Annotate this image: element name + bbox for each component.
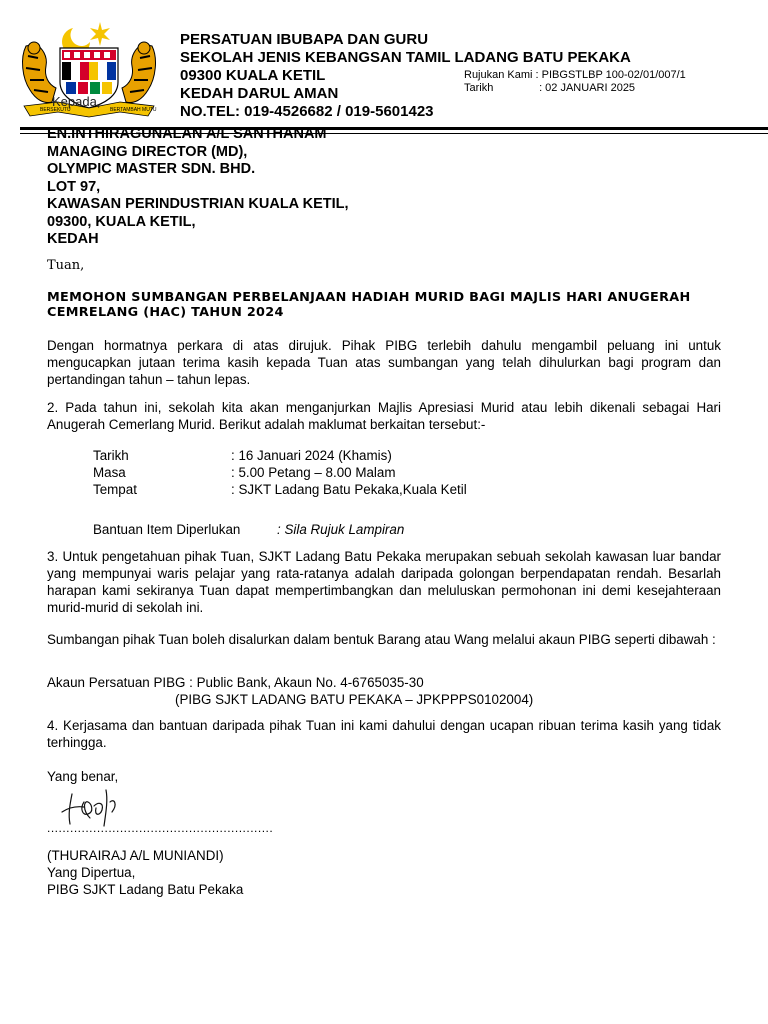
closing-phrase: Yang benar, <box>47 769 119 784</box>
signatory-organization: PIBG SJKT Ladang Batu Pekaka <box>47 882 244 897</box>
kepada-label: Kepada, <box>52 94 101 109</box>
assistance-row <box>93 521 553 538</box>
recipient-line: MANAGING DIRECTOR (MD), <box>47 143 248 160</box>
detail-value: : 5.00 Petang – 8.00 Malam <box>231 465 396 480</box>
recipient-line: OLYMPIC MASTER SDN. BHD. <box>47 161 256 177</box>
assistance-label: Bantuan Item Diperlukan <box>93 522 241 537</box>
letterhead-postcode-town: 09300 KUALA KETIL <box>180 67 326 84</box>
letterhead-state: KEDAH DARUL AMAN <box>180 85 339 102</box>
svg-text:BERTAMBAH MUTU: BERTAMBAH MUTU <box>110 107 157 113</box>
recipient-line: KEDAH <box>47 231 99 247</box>
letterhead-phone: NO.TEL: 019-4526682 / 019-5601423 <box>180 103 434 120</box>
date-label: Tarikh <box>464 82 494 94</box>
recipient-line: 09300, KUALA KETIL, <box>47 213 196 230</box>
recipient-line: KAWASAN PERINDUSTRIAN KUALA KETIL, <box>47 196 349 212</box>
recipient-line: EN.INTHIRAGUNALAN A/L SANTHANAM <box>47 126 327 142</box>
paragraph-intro: Dengan hormatnya perkara di atas dirujuk. Pihak PIBG terlebih dahulu mengambil peluang ini untuk mengucapkan jutaan terima kasih kepada Tuan atas sumbangan yang telah dihulurkan bagi program dan pertandingan tahun – tahun lepas. <box>47 338 721 387</box>
reference-line <box>464 69 686 82</box>
recipient-address <box>47 126 349 249</box>
reference-label: Rujukan Kami : <box>464 69 539 81</box>
detail-value: : 16 Januari 2024 (Khamis) <box>231 448 392 463</box>
detail-label: Tarikh <box>93 448 129 463</box>
detail-row-time <box>93 464 553 481</box>
bank-account-name: (PIBG SJKT LADANG BATU PEKAKA – JPKPPPS0102004) <box>175 692 534 707</box>
recipient-line: LOT 97, <box>47 178 101 195</box>
detail-row-date <box>93 447 553 464</box>
letter-subject: MEMOHON SUMBANGAN PERBELANJAAN HADIAH MURID BAGI MAJLIS HARI ANUGERAH CEMRELANG (HAC) TAHUN 2024 <box>47 290 691 320</box>
detail-label: Tempat <box>93 482 137 497</box>
paragraph-4: Sumbangan pihak Tuan boleh disalurkan dalam bentuk Barang atau Wang melalui akaun PIBG seperti dibawah : <box>47 632 716 647</box>
detail-value: : SJKT Ladang Batu Pekaka,Kuala Ketil <box>231 482 467 497</box>
paragraph-closing: 4. Kerjasama dan bantuan daripada pihak Tuan ini kami dahului dengan ucapan ribuan terima kasih yang tidak terhingga. <box>47 718 721 750</box>
signatory-name: (THURAIRAJ A/L MUNIANDI) <box>47 848 224 863</box>
signature-line: ........................................................... <box>47 821 274 835</box>
assistance-value: : Sila Rujuk Lampiran <box>277 522 405 537</box>
paragraph-3: 3. Untuk pengetahuan pihak Tuan, SJKT Ladang Batu Pekaka merupakan sebuah sekolah kawasan luar bandar yang mempunyai waris pelajar yang rata-ratanya adalah daripada golongan berpendapatan rendah. Besarlah harapan kami sekiranya Tuan dapat mempertimbangkan dan meluluskan permohonan ini demi kesejahteraan murid-murid di sekolah ini. <box>47 549 721 615</box>
reference-value: PIBGSTLBP 100-02/01/007/1 <box>541 69 686 81</box>
signatory-title: Yang Dipertua, <box>47 865 136 880</box>
bank-account-line: Akaun Persatuan PIBG : Public Bank, Akaun No. 4-6765035-30 <box>47 675 424 690</box>
letterhead-school: SEKOLAH JENIS KEBANGSAN TAMIL LADANG BATU PEKAKA <box>180 49 631 66</box>
date-line <box>464 82 635 95</box>
letterhead-association: PERSATUAN IBUBAPA DAN GURU <box>180 31 429 48</box>
detail-row-venue <box>93 481 553 498</box>
detail-label: Masa <box>93 465 126 480</box>
paragraph-2: 2. Pada tahun ini, sekolah kita akan menganjurkan Majlis Apresiasi Murid atau lebih dikenali sebagai Hari Anugerah Cemerlang Murid. Berikut adalah maklumat berkaitan tersebut:- <box>47 400 721 432</box>
svg-text:BERSEKUTU: BERSEKUTU <box>40 107 71 113</box>
date-value: : 02 JANUARI 2025 <box>539 82 636 94</box>
salutation: Tuan, <box>47 258 85 273</box>
